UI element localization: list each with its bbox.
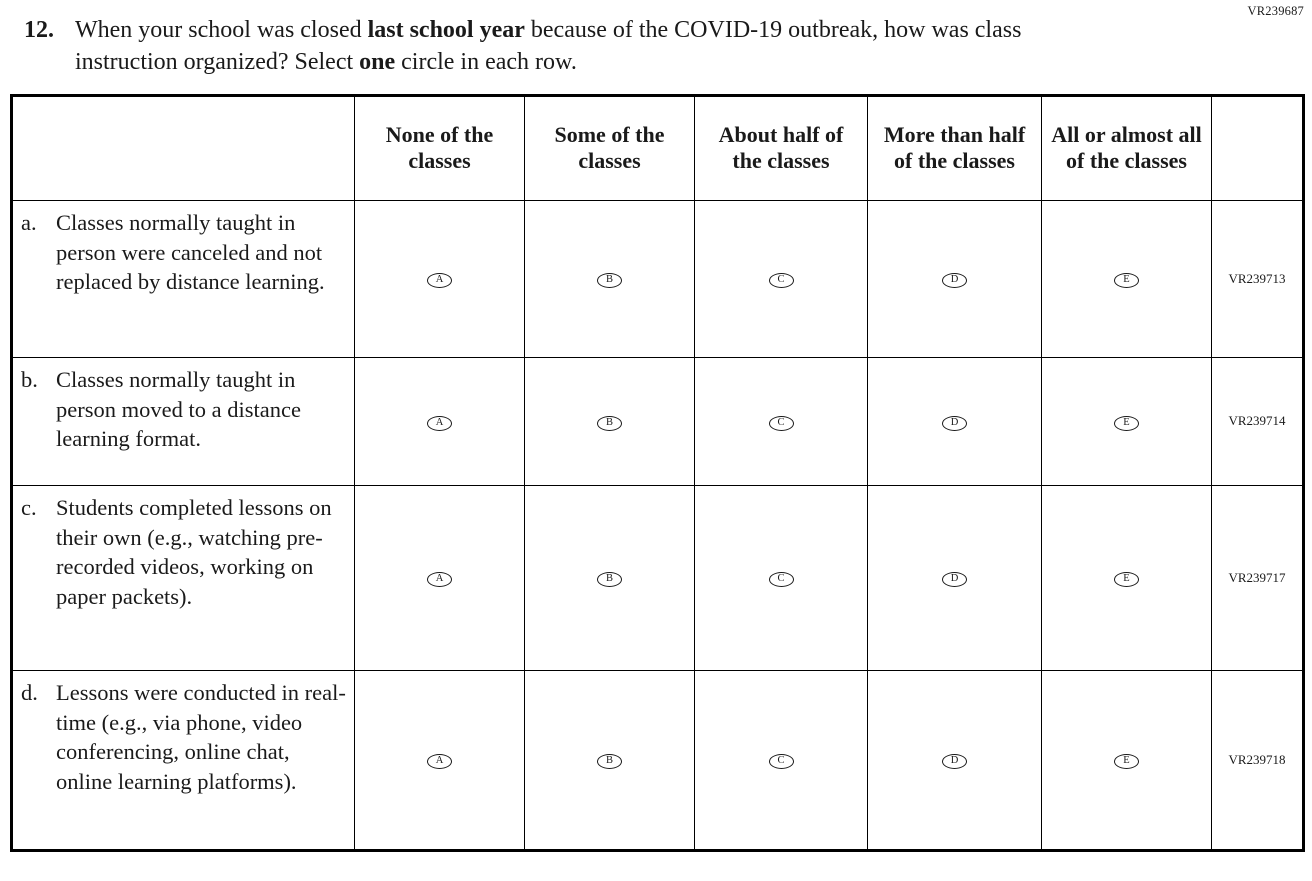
answer-bubble-b[interactable]: B bbox=[597, 572, 622, 587]
answer-bubble-d[interactable]: D bbox=[942, 754, 967, 769]
question-text bbox=[75, 15, 1105, 79]
answer-bubble-e[interactable]: E bbox=[1114, 572, 1139, 587]
answer-cell bbox=[1042, 485, 1212, 670]
table-row-a bbox=[12, 200, 1304, 357]
header-all-or-almost-all-of-the-classes: All or almost all of the classes bbox=[1042, 95, 1212, 200]
row-text: Classes normally taught in person moved to a distance learning format. bbox=[56, 366, 301, 452]
page-code: VR239687 bbox=[1247, 4, 1304, 18]
answer-cell bbox=[868, 670, 1042, 850]
answer-cell bbox=[695, 485, 868, 670]
header-about-half-of-the-classes: About half of the classes bbox=[695, 95, 868, 200]
answer-cell bbox=[355, 485, 525, 670]
row-text: Lessons were conducted in real-time (e.g., via phone, video conferencing, online chat, online learning platforms). bbox=[56, 679, 346, 794]
row-text: Students completed lessons on their own (e.g., watching pre-recorded videos, working on paper packets). bbox=[56, 494, 332, 609]
answer-bubble-c[interactable]: C bbox=[769, 754, 794, 769]
row-label-cell bbox=[12, 200, 355, 357]
answer-bubble-c[interactable]: C bbox=[769, 273, 794, 288]
table-row-d bbox=[12, 670, 1304, 850]
answer-cell bbox=[355, 670, 525, 850]
question-number: 12. bbox=[24, 17, 54, 43]
answer-cell bbox=[695, 357, 868, 485]
answer-bubble-d[interactable]: D bbox=[942, 273, 967, 288]
row-label-cell bbox=[12, 357, 355, 485]
table-row-c bbox=[12, 485, 1304, 670]
answer-bubble-e[interactable]: E bbox=[1114, 754, 1139, 769]
answer-bubble-a[interactable]: A bbox=[427, 572, 452, 587]
row-text: Classes normally taught in person were canceled and not replaced by distance learning. bbox=[56, 209, 325, 295]
response-grid bbox=[10, 94, 1305, 852]
row-code: VR239713 bbox=[1212, 200, 1304, 357]
answer-bubble-a[interactable]: A bbox=[427, 416, 452, 431]
answer-cell bbox=[355, 200, 525, 357]
answer-cell bbox=[525, 670, 695, 850]
row-label-cell bbox=[12, 485, 355, 670]
question-text-bold2: one bbox=[359, 48, 396, 75]
question-text-part1: When your school was closed bbox=[75, 17, 368, 43]
answer-cell bbox=[695, 200, 868, 357]
question-text-part2: because of the COVID-19 outbreak, how was class instruction organized? Select bbox=[75, 17, 1022, 75]
row-letter: a. bbox=[21, 209, 37, 235]
header-empty-label bbox=[12, 95, 355, 200]
answer-cell bbox=[355, 357, 525, 485]
answer-bubble-d[interactable]: D bbox=[942, 416, 967, 431]
question bbox=[0, 0, 1312, 79]
answer-cell bbox=[525, 200, 695, 357]
answer-cell bbox=[1042, 200, 1212, 357]
answer-bubble-e[interactable]: E bbox=[1114, 273, 1139, 288]
answer-bubble-c[interactable]: C bbox=[769, 572, 794, 587]
header-empty-code bbox=[1212, 95, 1304, 200]
answer-bubble-d[interactable]: D bbox=[942, 572, 967, 587]
answer-cell bbox=[1042, 670, 1212, 850]
answer-bubble-c[interactable]: C bbox=[769, 416, 794, 431]
answer-cell bbox=[525, 357, 695, 485]
row-letter: d. bbox=[21, 679, 38, 705]
answer-cell bbox=[525, 485, 695, 670]
question-text-part3: circle in each row. bbox=[395, 48, 577, 75]
answer-bubble-b[interactable]: B bbox=[597, 416, 622, 431]
answer-bubble-b[interactable]: B bbox=[597, 754, 622, 769]
answer-bubble-e[interactable]: E bbox=[1114, 416, 1139, 431]
row-code: VR239714 bbox=[1212, 357, 1304, 485]
answer-bubble-a[interactable]: A bbox=[427, 754, 452, 769]
header-row bbox=[12, 95, 1304, 200]
row-code: VR239718 bbox=[1212, 670, 1304, 850]
answer-cell bbox=[868, 357, 1042, 485]
header-some-of-the-classes: Some of the classes bbox=[525, 95, 695, 200]
row-letter: c. bbox=[21, 494, 37, 520]
answer-cell bbox=[868, 485, 1042, 670]
header-more-than-half-of-the-classes: More than half of the classes bbox=[868, 95, 1042, 200]
table-row-b bbox=[12, 357, 1304, 485]
answer-bubble-a[interactable]: A bbox=[427, 273, 452, 288]
row-letter: b. bbox=[21, 366, 38, 392]
answer-bubble-b[interactable]: B bbox=[597, 273, 622, 288]
header-none-of-the-classes: None of the classes bbox=[355, 95, 525, 200]
question-text-bold1: last school year bbox=[367, 17, 525, 43]
answer-cell bbox=[695, 670, 868, 850]
answer-cell bbox=[1042, 357, 1212, 485]
row-label-cell bbox=[12, 670, 355, 850]
answer-cell bbox=[868, 200, 1042, 357]
row-code: VR239717 bbox=[1212, 485, 1304, 670]
